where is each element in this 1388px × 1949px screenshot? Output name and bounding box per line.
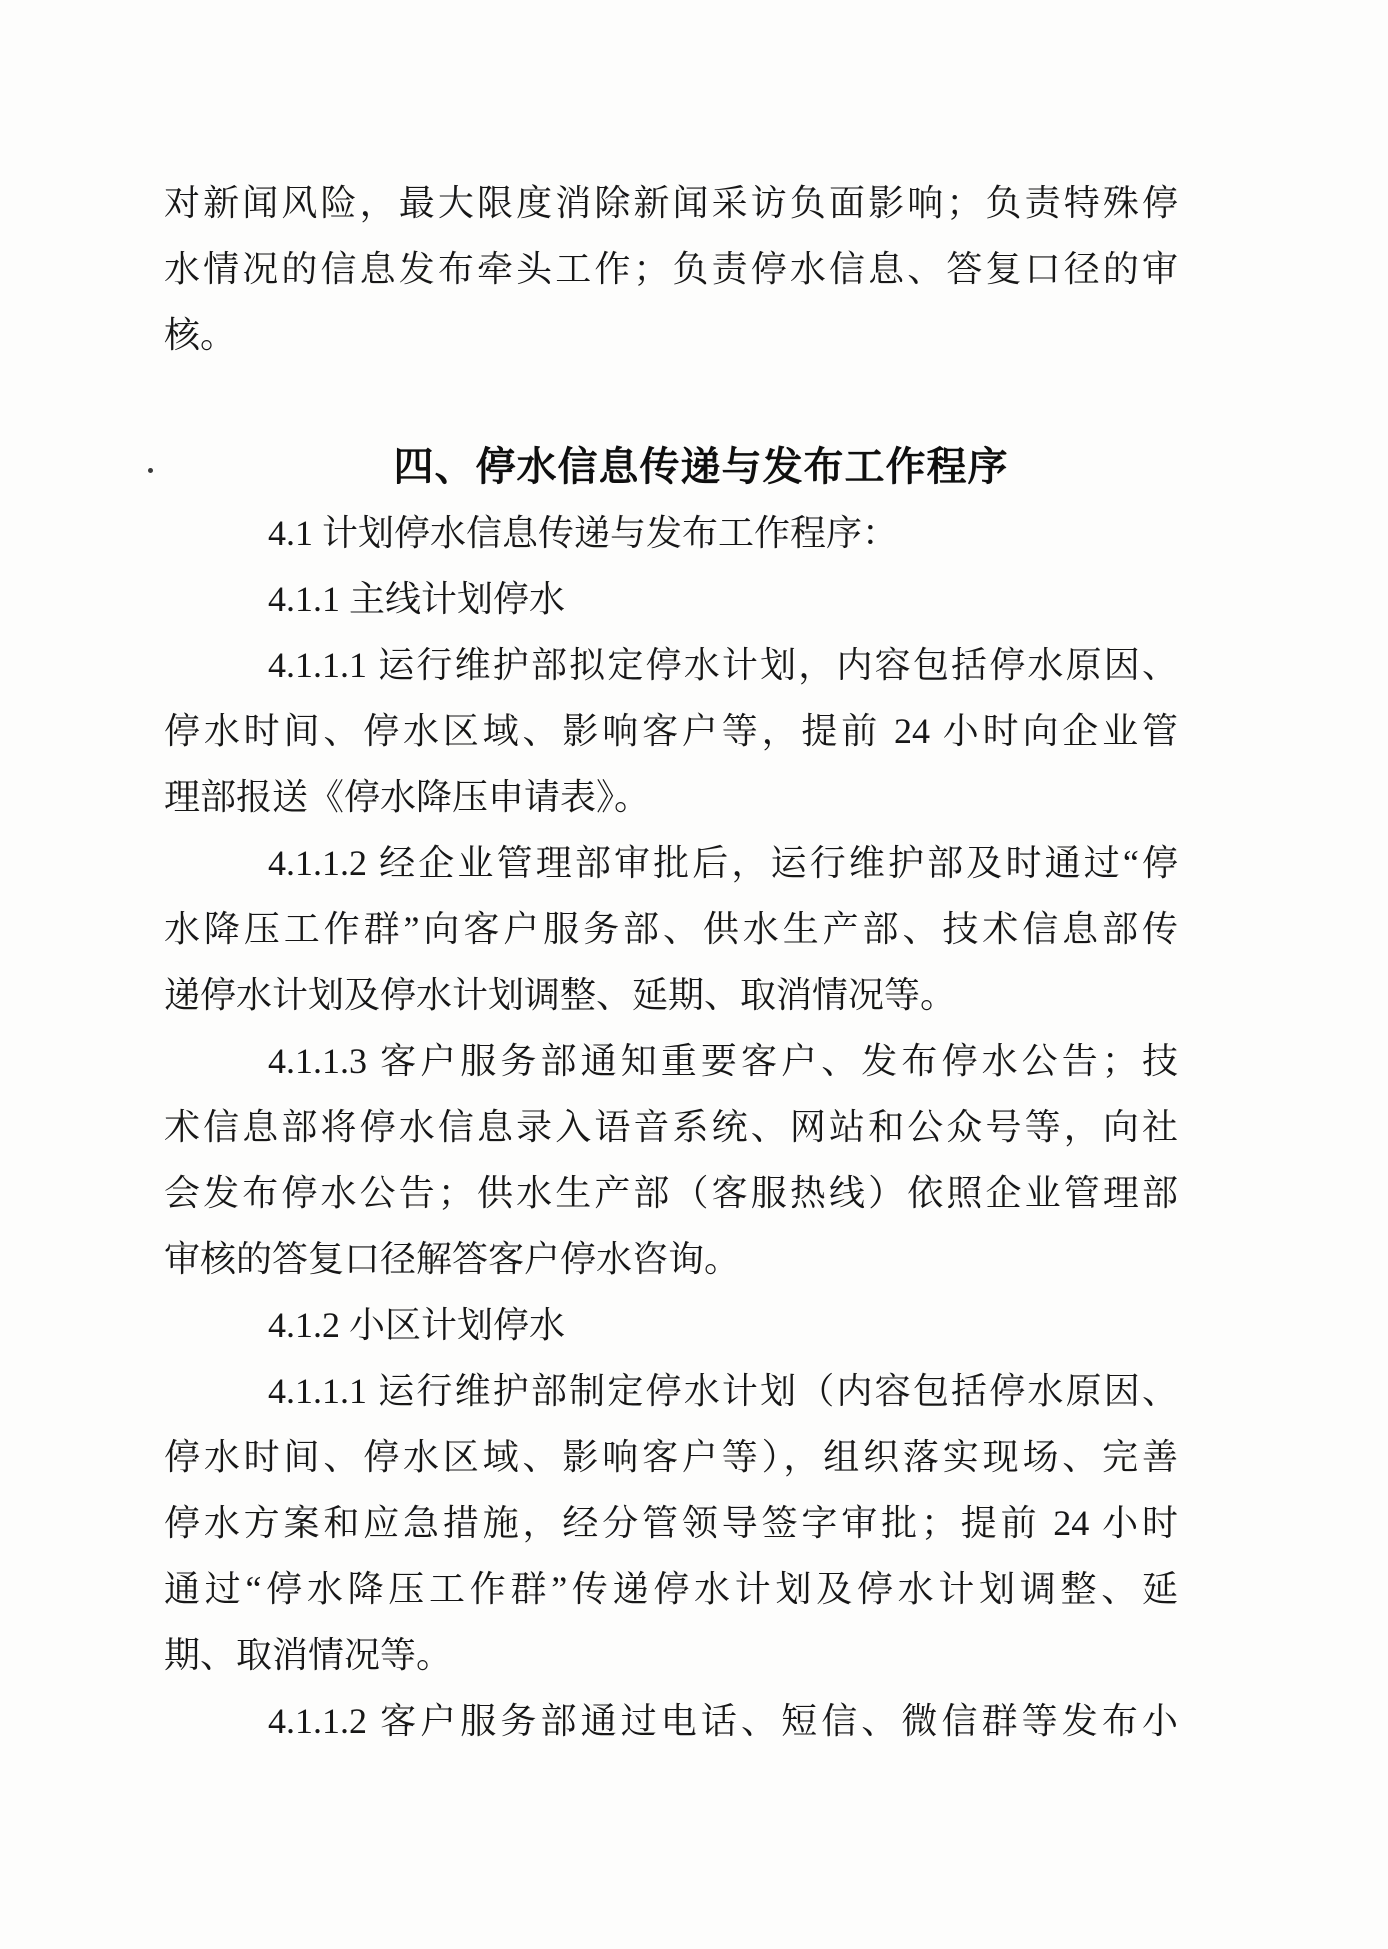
text-line: 水降压工作群”向客户服务部、供水生产部、技术信息部传 (164, 909, 1178, 949)
text-line: 审核的答复口径解答客户停水咨询。 (164, 1239, 741, 1279)
blank-line (164, 368, 1178, 434)
text-line: 4.1.2 小区计划停水 (268, 1305, 566, 1345)
text-line: 水情况的信息发布牵头工作；负责停水信息、答复口径的审 (164, 249, 1178, 289)
text-line: 期、取消情况等。 (164, 1635, 453, 1675)
text-line: 4.1.1.2 客户服务部通过电话、短信、微信群等发布小 (268, 1701, 1178, 1741)
text-line: 4.1.1.1 运行维护部制定停水计划（内容包括停水原因、 (268, 1371, 1178, 1411)
text-line: 理部报送《停水降压申请表》。 (164, 777, 651, 817)
text-line: 4.1.1 主线计划停水 (268, 579, 566, 619)
text-line: 会发布停水公告；供水生产部（客服热线）依照企业管理部 (164, 1173, 1178, 1213)
text-line: 核。 (164, 315, 237, 355)
scan-speck (148, 468, 153, 473)
text-line: 4.1 计划停水信息传递与发布工作程序： (268, 513, 899, 553)
text-line: 4.1.1.3 客户服务部通知重要客户、发布停水公告；技 (268, 1041, 1178, 1081)
text-line: 停水方案和应急措施，经分管领导签字审批；提前 24 小时 (164, 1503, 1178, 1543)
text-line: 停水时间、停水区域、影响客户等），组织落实现场、完善 (164, 1437, 1178, 1477)
text-line: 停水时间、停水区域、影响客户等，提前 24 小时向企业管 (164, 711, 1178, 751)
text-line: 4.1.1.1 运行维护部拟定停水计划，内容包括停水原因、 (268, 645, 1178, 685)
text-line: 对新闻风险，最大限度消除新闻采访负面影响；负责特殊停 (164, 183, 1178, 223)
section-heading: 四、停水信息传递与发布工作程序 (393, 445, 1009, 489)
text-line: 递停水计划及停水计划调整、延期、取消情况等。 (164, 975, 957, 1015)
text-line: 通过“停水降压工作群”传递停水计划及停水计划调整、延 (164, 1569, 1178, 1609)
text-line: 术信息部将停水信息录入语音系统、网站和公众号等，向社 (164, 1107, 1178, 1147)
text-line: 4.1.1.2 经企业管理部审批后，运行维护部及时通过“停 (268, 843, 1178, 883)
